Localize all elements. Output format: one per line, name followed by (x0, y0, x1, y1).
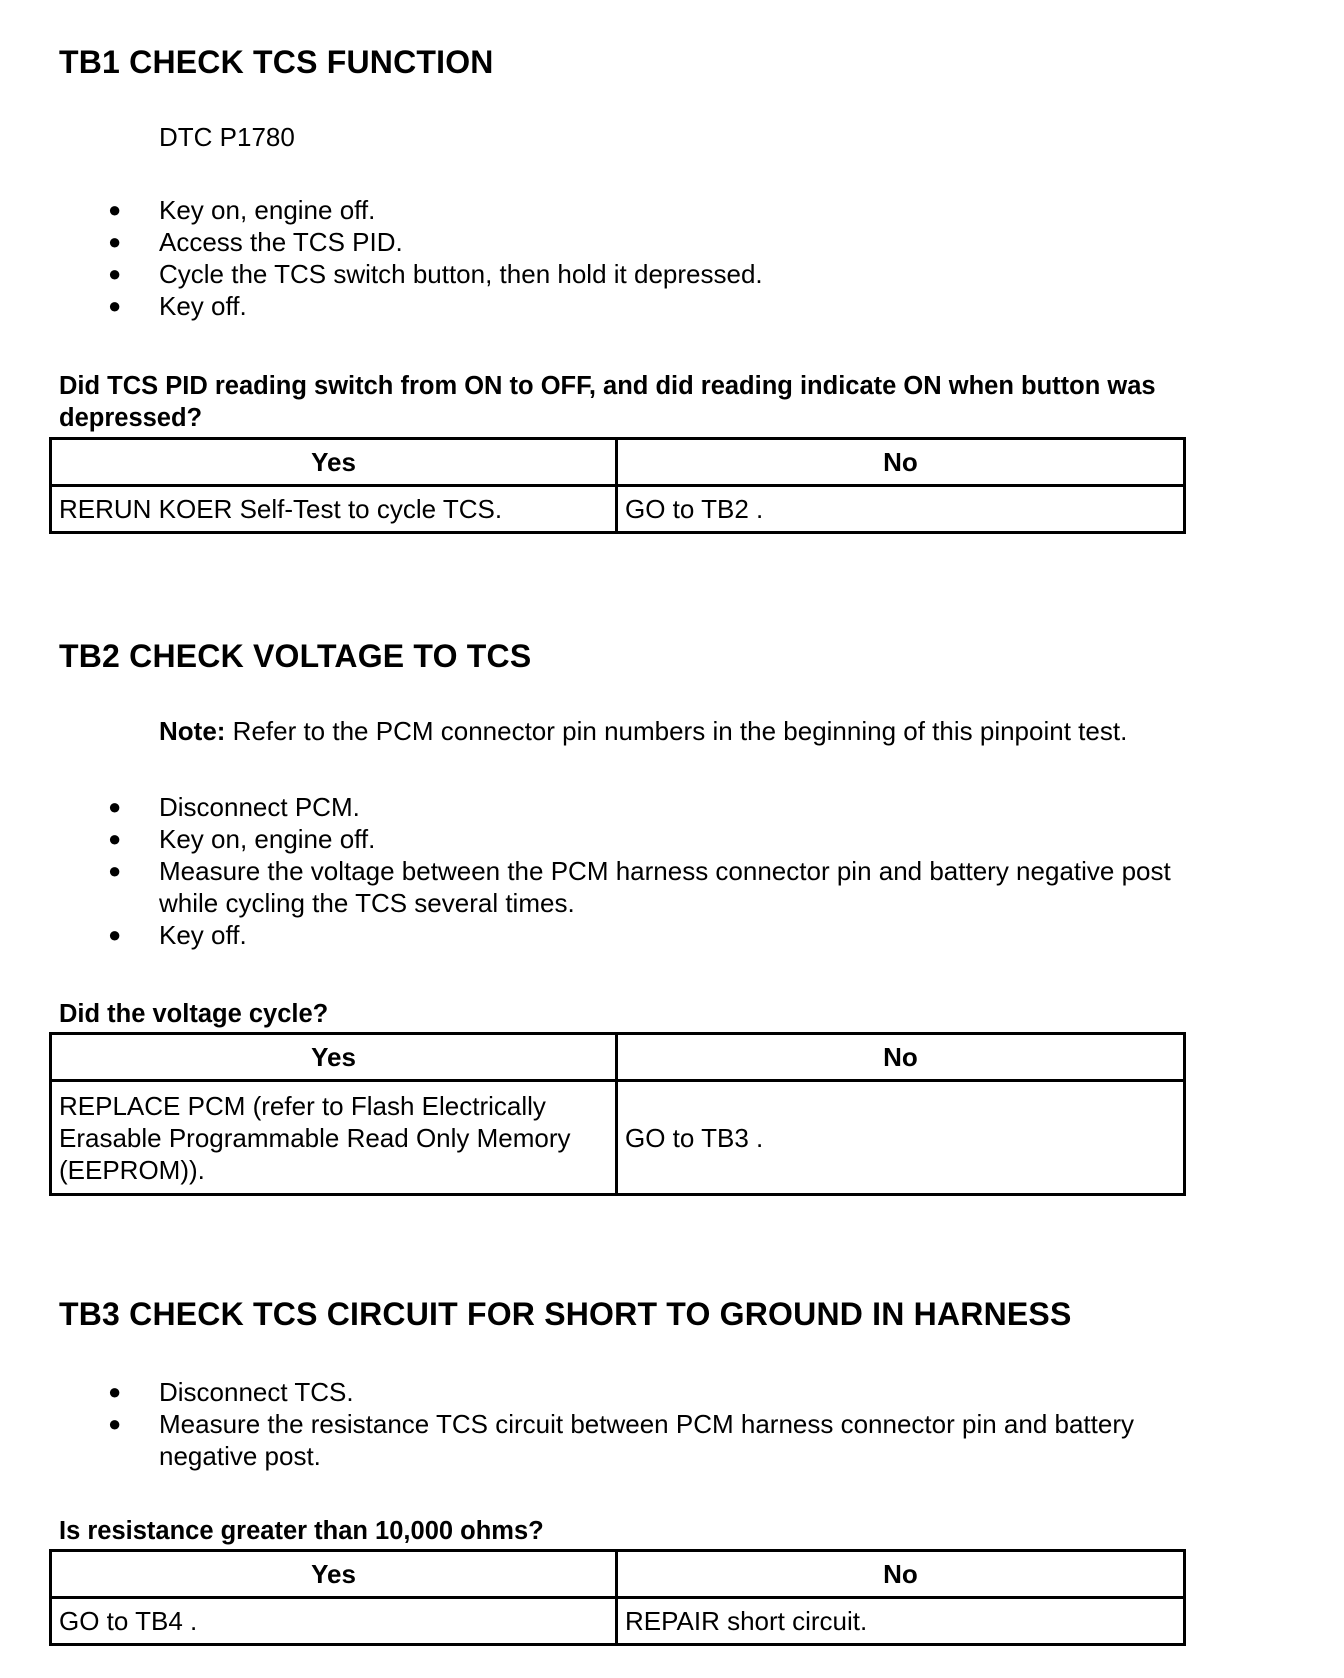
tb2-note (159, 716, 1127, 746)
yes-action: GO to TB4 . (51, 1598, 617, 1645)
tb3-steps (0, 1376, 1300, 1472)
tb2-question: Did the voltage cycle? (59, 1000, 329, 1028)
no-action: GO to TB3 . (617, 1081, 1185, 1195)
list-item: ● Key on, engine off. (108, 824, 376, 854)
list-item: ● Measure the resistance TCS circuit between PCM harness connector pin and battery negative post. (108, 1409, 1134, 1471)
no-header: No (617, 439, 1185, 486)
list-item: ● Cycle the TCS switch button, then hold it depressed. (108, 259, 763, 289)
tb1-title: TB1 CHECK TCS FUNCTION (59, 44, 494, 80)
list-item: ● Disconnect TCS. (108, 1377, 354, 1407)
yes-header: Yes (51, 1551, 617, 1598)
no-action: GO to TB2 . (617, 486, 1185, 533)
no-header: No (617, 1551, 1185, 1598)
list-item: ● Key off. (108, 920, 247, 950)
bullet-icon: ● (108, 1411, 122, 1436)
bullet-icon: ● (108, 197, 122, 222)
tb1-result-table (49, 437, 1186, 534)
yes-header: Yes (51, 1034, 617, 1081)
tb3-title: TB3 CHECK TCS CIRCUIT FOR SHORT TO GROUND IN HARNESS (59, 1296, 1072, 1332)
yes-action: RERUN KOER Self-Test to cycle TCS. (51, 486, 617, 533)
yes-header: Yes (51, 439, 617, 486)
no-action: REPAIR short circuit. (617, 1598, 1185, 1645)
bullet-icon: ● (108, 794, 122, 819)
tb1-steps (0, 194, 1300, 322)
tb2-title: TB2 CHECK VOLTAGE TO TCS (59, 638, 532, 674)
list-item: ● Measure the voltage between the PCM harness connector pin and battery negative post while cycling the TCS several times. (108, 856, 1171, 918)
bullet-icon: ● (108, 229, 122, 254)
yes-action: REPLACE PCM (refer to Flash Electrically Erasable Programmable Read Only Memory (EEPROM)). (51, 1081, 617, 1195)
bullet-icon: ● (108, 826, 122, 851)
note-text: Refer to the PCM connector pin numbers in the beginning of this pinpoint test. (225, 716, 1128, 746)
list-item: ● Key on, engine off. (108, 195, 376, 225)
bullet-icon: ● (108, 261, 122, 286)
list-item: ● Key off. (108, 291, 247, 321)
tb3-question: Is resistance greater than 10,000 ohms? (59, 1517, 544, 1545)
tb1-dtc: DTC P1780 (159, 122, 295, 152)
tb2-steps (0, 791, 1300, 951)
list-item: ● Disconnect PCM. (108, 792, 360, 822)
tb3-result-table (49, 1549, 1186, 1646)
no-header: No (617, 1034, 1185, 1081)
bullet-icon: ● (108, 1379, 122, 1404)
tb1-question: Did TCS PID reading switch from ON to OFF, and did reading indicate ON when button was depressed? (59, 372, 1156, 432)
note-label: Note: (159, 716, 226, 746)
bullet-icon: ● (108, 293, 122, 318)
tb2-result-table (49, 1032, 1186, 1196)
bullet-icon: ● (108, 922, 122, 947)
list-item: ● Access the TCS PID. (108, 227, 403, 257)
bullet-icon: ● (108, 858, 122, 883)
